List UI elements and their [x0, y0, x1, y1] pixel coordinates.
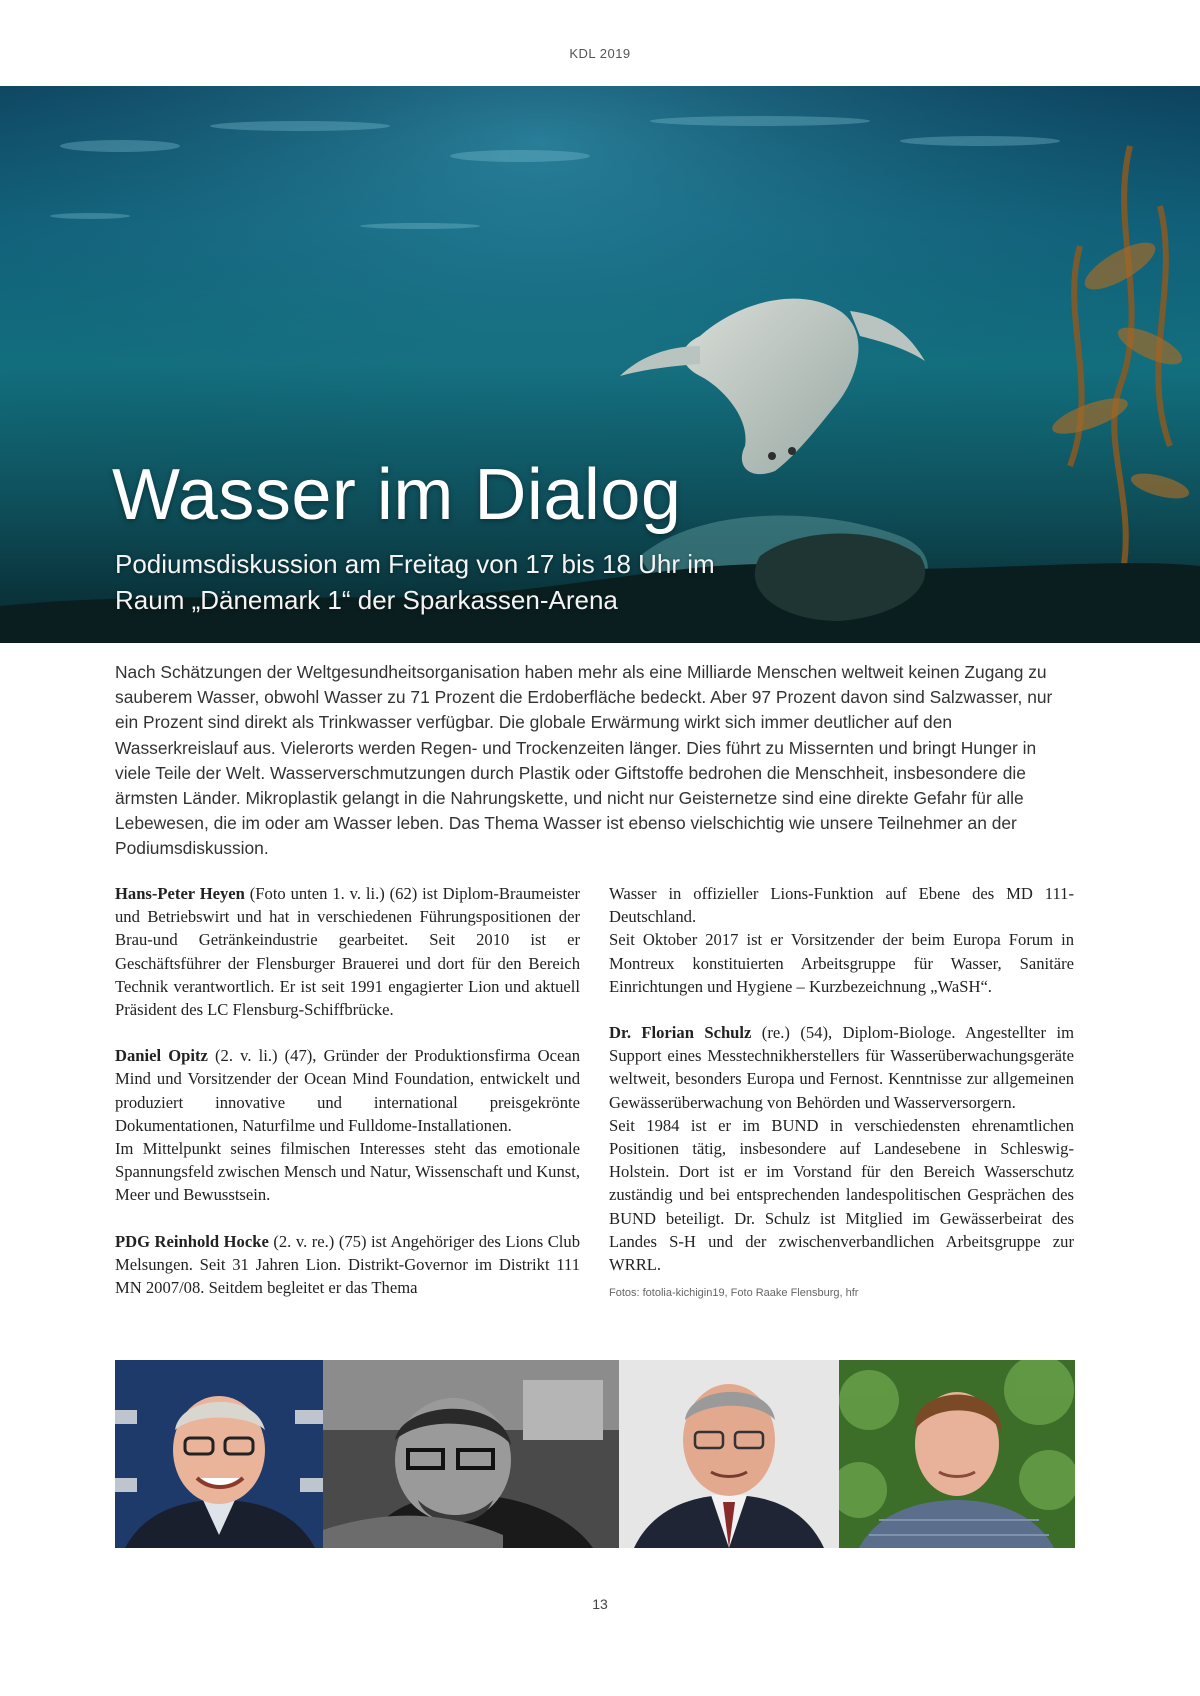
panelist-heyen: [115, 882, 580, 1021]
panelist-opitz: [115, 1044, 580, 1137]
panelist-schulz: [609, 1021, 1074, 1114]
panelist-bio: (Foto unten 1. v. li.) (62) ist Diplom-Braumeister und Betriebswirt und hat in verschiedenen Führungspositionen der Brau-und Getränkeindustrie gearbeitet. Seit 2010 ist er Geschäftsführer der Flensburger Brauerei und dort für den Bereich Technik verantwortlich. Er ist seit 1991 engagierter Lion und aktuell Präsident des LC Flensburg-Schiffbrücke.: [115, 884, 580, 1020]
running-header: KDL 2019: [569, 46, 631, 61]
photo-opitz: [323, 1360, 619, 1548]
subtitle-line: Raum „Dänemark 1“ der Sparkassen-Arena: [115, 585, 618, 615]
page-title: Wasser im Dialog: [112, 455, 682, 535]
subtitle-line: Podiumsdiskussion am Freitag von 17 bis 18 Uhr im: [115, 549, 715, 579]
panelist-bio: (re.) (54), Diplom-Biologe. Angestellter im Support eines Messtechnikherstellers für Wasserüberwachungsgeräte weltweit, besonders Europa und Fernost. Kenntnisse zur allgemeinen Gewässerüberwachung von Behörden und Wasserversorgern.: [609, 1023, 1075, 1112]
intro-paragraph: Nach Schätzungen der Weltgesundheitsorganisation haben mehr als eine Milliarde Menschen weltweit keinen Zugang zu sauberem Wasser, obwohl Wasser zu 71 Prozent die Erdoberfläche bedeckt. Aber 97 Prozent davon sind Salzwasser, nur ein Prozent sind direkt als Trinkwasser verfügbar. Die globale Erwärmung wirkt sich immer deutlicher auf den Wasserkreislauf aus. Vielerorts werden Regen- und Trockenzeiten länger. Dies führt zu Missernten und bringt Hunger in viele Teile der Welt. Wasserverschmutzungen durch Plastik oder Giftstoffe bedrohen die Menschheit, insbesondere die ärmsten Länder. Mikroplastik gelangt in die Nahrungskette, und nicht nur Geisternetze sind eine direkte Gefahr für alle Lebewesen, die im oder am Wasser leben. Das Thema Wasser ist ebenso vielschichtig wie unsere Teilnehmer an der Podiumsdiskussion.: [115, 662, 1053, 859]
panelist-name: PDG Reinhold Hocke: [115, 1231, 269, 1251]
photo-schulz: [839, 1360, 1075, 1548]
text-column-right: [609, 882, 1074, 1305]
panelist-name: Hans-Peter Heyen: [115, 884, 245, 903]
hero-image-seal: [0, 86, 1200, 643]
panelist-bio-continued: Im Mittelpunkt seines filmischen Interesses steht das emotionale Spannungsfeld zwischen Mensch und Natur, Wissenschaft und Kunst, Meer und Bewusstsein.: [115, 1139, 580, 1205]
photo-hocke: [619, 1360, 839, 1548]
page-subtitle: [115, 546, 875, 618]
photo-credits: Fotos: fotolia-kichigin19, Foto Raake Flensburg, hfr: [609, 1287, 859, 1300]
panelist-photo-strip: [115, 1360, 1075, 1548]
panelist-bio-continued: Seit 1984 ist er im BUND in verschiedensten ehrenamtlichen Positionen tätig, insbesondere auf Landesebene in Schleswig-Holstein. Dort ist er im Vorstand für den Bereich Wasserschutz zuständig und bei entsprechenden landespolitischen Gesprächen des BUND beteiligt. Dr. Schulz ist Mitglied im Gewässerbeirat des Landes S-H und der zwischenverbandlichen Arbeitsgruppe zur WRRL.: [609, 1115, 1074, 1275]
photo-heyen: [115, 1360, 323, 1548]
panelist-bio: (2. v. re.) (75) ist Angehöriger des Lions Club Melsungen. Seit 31 Jahren Lion. Distrikt-Governor im Distrikt 111 MN 2007/08. Seitdem begleitet er das Thema: [115, 1231, 580, 1298]
panelist-name: Daniel Opitz: [115, 1046, 208, 1066]
panelist-hocke: [115, 1230, 580, 1300]
panelist-bio: (2. v. li.) (47), Gründer der Produktionsfirma Ocean Mind und Vorsitzender der Ocean Mind Foundation, entwickelt und produziert innovative und international preisgekrönte Dokumentationen, Naturfilme und Fulldome-Installationen.: [115, 1046, 580, 1135]
text-column-left: [115, 882, 580, 1322]
page-number: 13: [592, 1596, 608, 1612]
panelist-bio-continued: Wasser in offizieller Lions-Funktion auf Ebene des MD 111-Deutschland.: [609, 884, 1074, 927]
panelist-bio-continued: Seit Oktober 2017 ist er Vorsitzender der beim Europa Forum in Montreux konstituierten Arbeitsgruppe für Wasser, Sanitäre Einrichtungen und Hygiene – Kurzbezeichnung „WaSH“.: [609, 930, 1074, 996]
panelist-name: Dr. Florian Schulz: [609, 1023, 752, 1043]
